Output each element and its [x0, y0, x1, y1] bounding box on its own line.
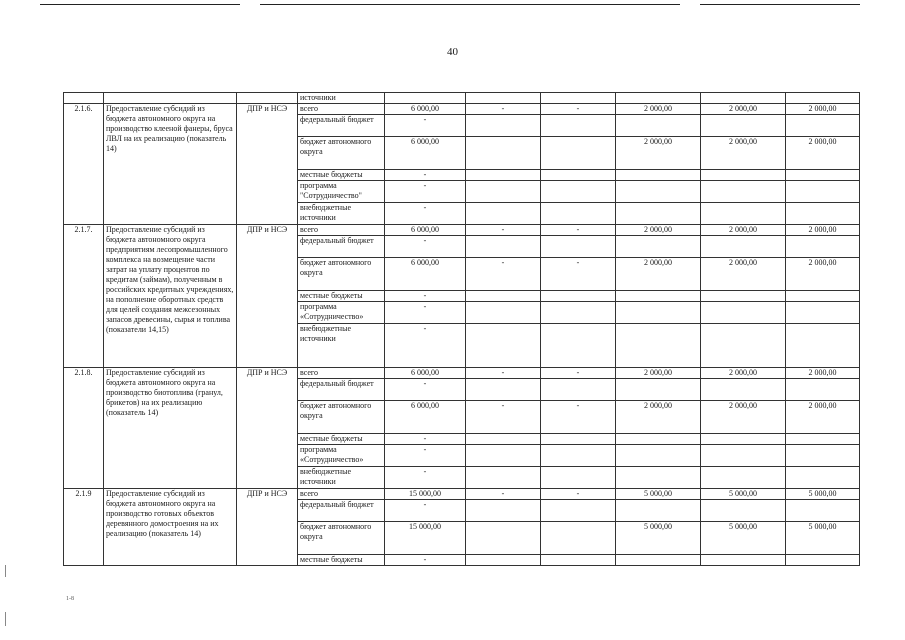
- table-row: [64, 225, 860, 236]
- total-cell: 6 000,00: [385, 104, 466, 115]
- year-cell: [466, 203, 541, 225]
- year-cell: [616, 291, 701, 302]
- year-cell: [541, 555, 616, 566]
- year-cell: [541, 379, 616, 401]
- year-cell: 2 000,00: [616, 401, 701, 434]
- year-cell: [616, 500, 701, 522]
- year-cell: [616, 324, 701, 368]
- source-cell: федеральный бюджет: [298, 500, 385, 522]
- year-cell: [466, 137, 541, 170]
- item-description-cell: Предоставление субсидий из бюджета автономного округа на производство биотоплива (гранул, брикетов) на их реализацию (показатель 14): [104, 368, 237, 489]
- source-cell: внебюджетные источники: [298, 467, 385, 489]
- year-cell: [701, 500, 786, 522]
- year-cell: 2 000,00: [701, 401, 786, 434]
- executor-cell: ДПР и НСЭ: [237, 489, 298, 566]
- year-cell: -: [541, 368, 616, 379]
- page-number: 40: [447, 46, 458, 58]
- year-cell: 2 000,00: [701, 368, 786, 379]
- year-cell: 2 000,00: [786, 104, 860, 115]
- total-cell: -: [385, 203, 466, 225]
- year-cell: 2 000,00: [701, 104, 786, 115]
- source-cell: бюджет автономного округа: [298, 137, 385, 170]
- year-cell: [616, 434, 701, 445]
- year-cell: 2 000,00: [616, 225, 701, 236]
- executor-cell: ДПР и НСЭ: [237, 368, 298, 489]
- year-cell: 5 000,00: [616, 522, 701, 555]
- year-cell: [701, 170, 786, 181]
- year-cell: 2 000,00: [786, 368, 860, 379]
- year-cell: -: [541, 258, 616, 291]
- item-number-cell: 2.1.9: [64, 489, 104, 566]
- source-cell: внебюджетные источники: [298, 324, 385, 368]
- total-cell: -: [385, 170, 466, 181]
- total-cell: 6 000,00: [385, 258, 466, 291]
- year-cell: [786, 236, 860, 258]
- year-cell: 2 000,00: [786, 225, 860, 236]
- year-cell: -: [466, 489, 541, 500]
- source-cell: бюджет автономного округа: [298, 401, 385, 434]
- year-cell: [541, 236, 616, 258]
- total-cell: -: [385, 467, 466, 489]
- year-cell: [466, 434, 541, 445]
- total-cell: -: [385, 291, 466, 302]
- table-row: [64, 489, 860, 500]
- year-cell: -: [541, 401, 616, 434]
- scan-top-line: [260, 4, 680, 5]
- total-cell: 15 000,00: [385, 489, 466, 500]
- year-cell: 2 000,00: [701, 225, 786, 236]
- year-cell: 2 000,00: [616, 137, 701, 170]
- source-cell: программа "Сотрудничество": [298, 181, 385, 203]
- year-cell: [786, 434, 860, 445]
- scan-top-line: [40, 4, 240, 5]
- year-cell: [616, 181, 701, 203]
- year-cell: 2 000,00: [786, 137, 860, 170]
- executor-cell: ДПР и НСЭ: [237, 225, 298, 368]
- total-cell: 6 000,00: [385, 368, 466, 379]
- item-description-cell: Предоставление субсидий из бюджета автономного округа предприятиям лесопромышленного комплекса на возмещение части затрат на уплату процентов по кредитам (займам), полученным в российских кредитных учреждениях, на пополнение оборотных средств для целей создания межсезонных запасов древесины, сырья и топлива (показатели 14,15): [104, 225, 237, 368]
- year-cell: [466, 236, 541, 258]
- year-cell: [616, 445, 701, 467]
- year-cell: [701, 445, 786, 467]
- footer-mark: 1-8: [66, 596, 74, 602]
- year-cell: [701, 467, 786, 489]
- source-cell: всего: [298, 104, 385, 115]
- year-cell: [541, 500, 616, 522]
- source-cell: всего: [298, 225, 385, 236]
- year-cell: [616, 115, 701, 137]
- year-cell: -: [466, 368, 541, 379]
- year-cell: [701, 203, 786, 225]
- year-cell: [466, 181, 541, 203]
- source-cell: всего: [298, 368, 385, 379]
- year-cell: [786, 324, 860, 368]
- year-cell: [616, 170, 701, 181]
- source-cell: федеральный бюджет: [298, 236, 385, 258]
- year-cell: [541, 203, 616, 225]
- year-cell: -: [466, 225, 541, 236]
- year-cell: [701, 236, 786, 258]
- year-cell: [786, 291, 860, 302]
- total-cell: -: [385, 324, 466, 368]
- year-cell: [541, 115, 616, 137]
- source-cell: федеральный бюджет: [298, 115, 385, 137]
- year-cell: [786, 500, 860, 522]
- total-cell: -: [385, 302, 466, 324]
- year-cell: [466, 500, 541, 522]
- year-cell: 2 000,00: [616, 368, 701, 379]
- year-cell: [541, 170, 616, 181]
- total-cell: -: [385, 379, 466, 401]
- total-cell: -: [385, 181, 466, 203]
- source-cell: внебюджетные источники: [298, 203, 385, 225]
- year-cell: [541, 522, 616, 555]
- year-cell: -: [541, 225, 616, 236]
- scan-edge-mark: [5, 565, 6, 577]
- year-cell: 2 000,00: [616, 104, 701, 115]
- source-cell: федеральный бюджет: [298, 379, 385, 401]
- year-cell: 2 000,00: [701, 258, 786, 291]
- source-cell: местные бюджеты: [298, 291, 385, 302]
- table-row: [64, 93, 860, 104]
- year-cell: [541, 467, 616, 489]
- year-cell: [541, 434, 616, 445]
- item-description-cell: Предоставление субсидий из бюджета автономного округа на производство клееной фанеры, бруса ЛВЛ на их реализацию (показатель 14): [104, 104, 237, 225]
- year-cell: [466, 445, 541, 467]
- year-cell: [701, 181, 786, 203]
- year-cell: [466, 379, 541, 401]
- year-cell: [541, 291, 616, 302]
- year-cell: [616, 379, 701, 401]
- total-cell: -: [385, 500, 466, 522]
- year-cell: -: [541, 104, 616, 115]
- total-cell: -: [385, 434, 466, 445]
- total-cell: -: [385, 445, 466, 467]
- total-cell: 6 000,00: [385, 401, 466, 434]
- year-cell: [701, 291, 786, 302]
- year-cell: [786, 379, 860, 401]
- year-cell: [701, 324, 786, 368]
- year-cell: [541, 181, 616, 203]
- source-cell: программа «Сотрудничество»: [298, 445, 385, 467]
- total-cell: -: [385, 115, 466, 137]
- year-cell: 5 000,00: [701, 489, 786, 500]
- year-cell: [701, 379, 786, 401]
- year-cell: 2 000,00: [701, 137, 786, 170]
- year-cell: [786, 170, 860, 181]
- budget-table: [63, 92, 860, 566]
- total-cell: 6 000,00: [385, 137, 466, 170]
- source-cell: программа «Сотрудничество»: [298, 302, 385, 324]
- year-cell: 5 000,00: [786, 522, 860, 555]
- year-cell: [701, 555, 786, 566]
- year-cell: [466, 522, 541, 555]
- year-cell: [786, 115, 860, 137]
- year-cell: [786, 181, 860, 203]
- table-row: [64, 104, 860, 115]
- year-cell: [786, 203, 860, 225]
- year-cell: [541, 324, 616, 368]
- year-cell: [466, 324, 541, 368]
- total-cell: 6 000,00: [385, 225, 466, 236]
- item-number-cell: 2.1.8.: [64, 368, 104, 489]
- item-description-cell: Предоставление субсидий из бюджета автономного округа на производство готовых объектов деревянного домостроения на их реализацию (показатель 14): [104, 489, 237, 566]
- source-cell: бюджет автономного округа: [298, 522, 385, 555]
- year-cell: -: [466, 104, 541, 115]
- year-cell: [616, 203, 701, 225]
- year-cell: [541, 302, 616, 324]
- year-cell: 5 000,00: [701, 522, 786, 555]
- year-cell: [466, 467, 541, 489]
- year-cell: 5 000,00: [616, 489, 701, 500]
- year-cell: [616, 302, 701, 324]
- scan-edge-mark: [5, 612, 6, 626]
- year-cell: [786, 302, 860, 324]
- source-cell: местные бюджеты: [298, 555, 385, 566]
- executor-cell: ДПР и НСЭ: [237, 104, 298, 225]
- year-cell: -: [466, 258, 541, 291]
- item-number-cell: 2.1.6.: [64, 104, 104, 225]
- year-cell: [616, 236, 701, 258]
- year-cell: [616, 555, 701, 566]
- source-cell: всего: [298, 489, 385, 500]
- year-cell: [701, 434, 786, 445]
- year-cell: [466, 302, 541, 324]
- table-row: [64, 368, 860, 379]
- year-cell: 2 000,00: [616, 258, 701, 291]
- year-cell: [466, 170, 541, 181]
- total-cell: -: [385, 555, 466, 566]
- total-cell: -: [385, 236, 466, 258]
- year-cell: [541, 445, 616, 467]
- year-cell: [616, 467, 701, 489]
- source-cell: источники: [298, 93, 385, 104]
- year-cell: [541, 137, 616, 170]
- year-cell: [786, 467, 860, 489]
- source-cell: местные бюджеты: [298, 434, 385, 445]
- year-cell: [466, 555, 541, 566]
- year-cell: 5 000,00: [786, 489, 860, 500]
- source-cell: бюджет автономного округа: [298, 258, 385, 291]
- year-cell: [466, 115, 541, 137]
- item-number-cell: 2.1.7.: [64, 225, 104, 368]
- source-cell: местные бюджеты: [298, 170, 385, 181]
- year-cell: [701, 302, 786, 324]
- year-cell: 2 000,00: [786, 258, 860, 291]
- scan-top-line: [700, 4, 860, 5]
- year-cell: [786, 445, 860, 467]
- year-cell: [786, 555, 860, 566]
- year-cell: -: [466, 401, 541, 434]
- total-cell: 15 000,00: [385, 522, 466, 555]
- year-cell: [701, 115, 786, 137]
- year-cell: [466, 291, 541, 302]
- year-cell: -: [541, 489, 616, 500]
- year-cell: 2 000,00: [786, 401, 860, 434]
